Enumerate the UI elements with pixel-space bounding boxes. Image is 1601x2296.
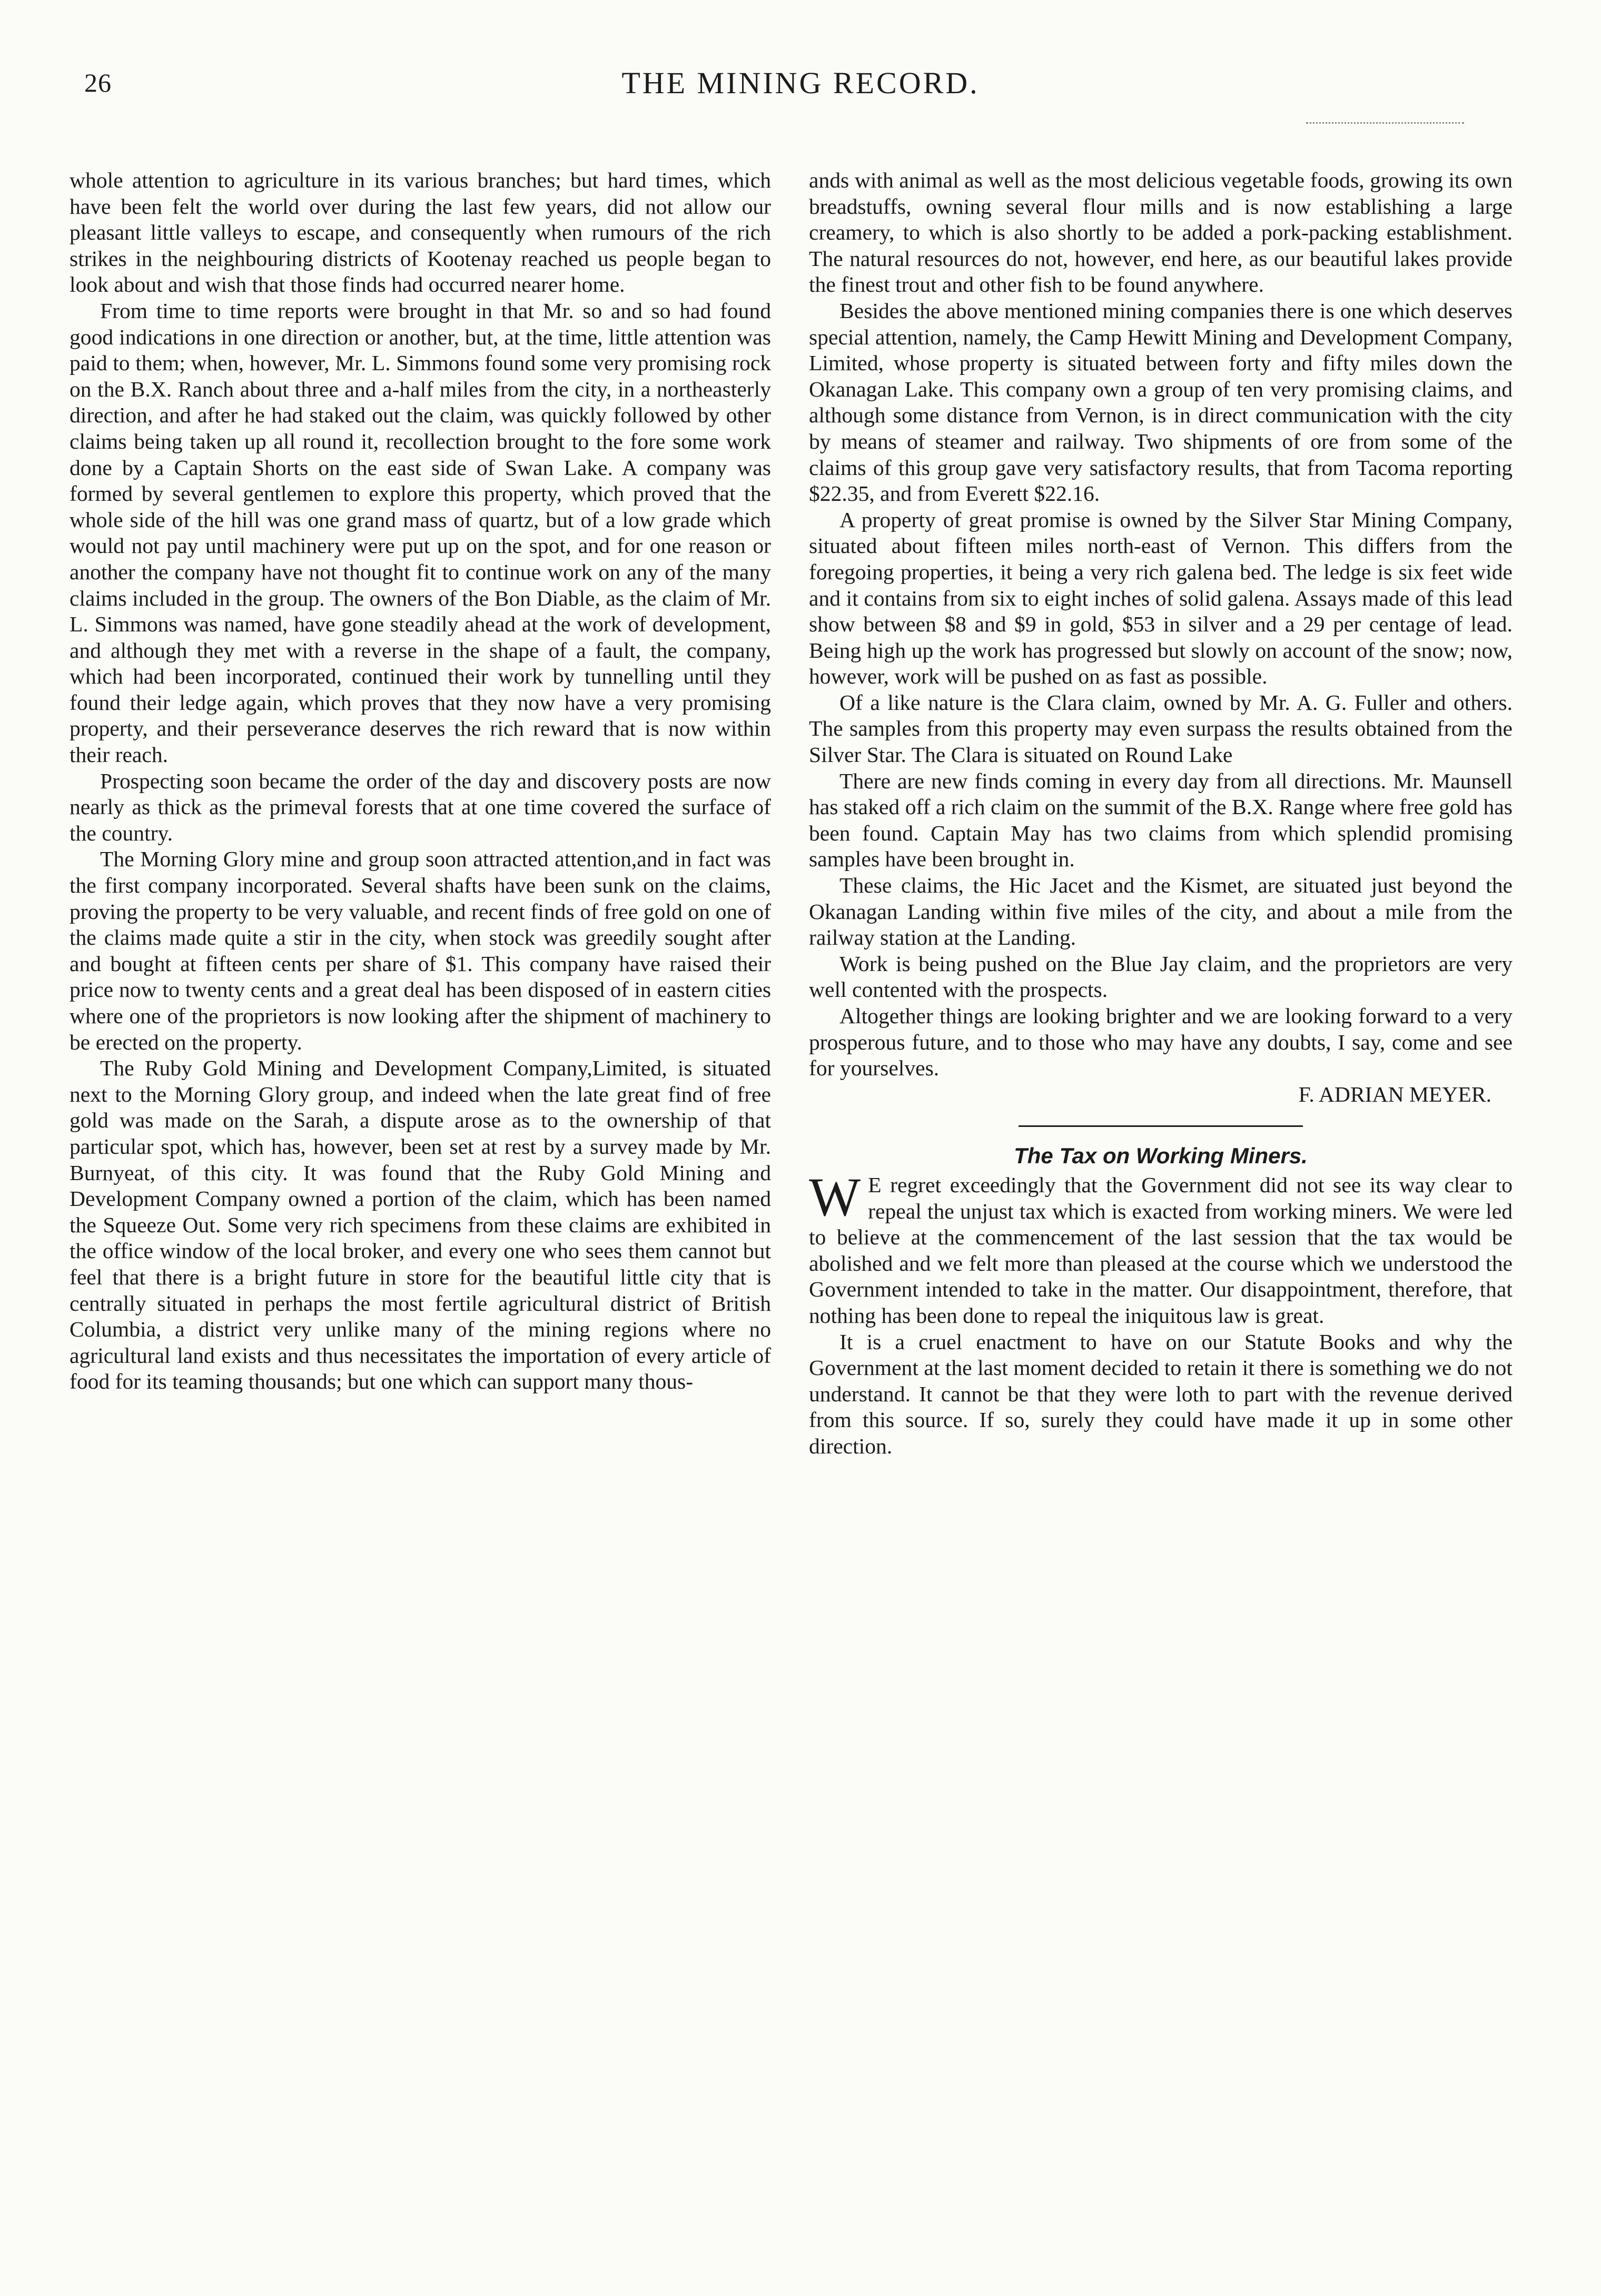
section-paragraph-text: E regret exceedingly that the Government did not see its way clear to repeal the unjust tax which is exacted from working miners. We were led to believe at the commencement of the last session that the tax would be abolished and we felt more than pleased at the course which we understood the Government intended to take in the matter. Our disappointment, therefore, that nothing has been done to repeal the iniquitous law is great. — [809, 1172, 1513, 1328]
article-paragraph: A property of great promise is owned by the Silver Star Mining Company, situated about fifteen miles north-east of Vernon. This differs from the foregoing properties, it being a very rich galena bed. The ledge is six feet wide and it contains from six to eight inches of solid galena. Assays made of this lead show between $8 and $9 in gold, $53 in silver and a 29 per centage of lead. Being high up the work has progressed but slowly on account of the snow; now, however, work will be pushed on as fast as possible. — [809, 507, 1513, 689]
article-paragraph: Besides the above mentioned mining companies there is one which deserves special attention, namely, the Camp Hewitt Mining and Development Company, Limited, whose property is situated between forty and fifty miles down the Okanagan Lake. This company own a group of ten very promising claims, and although some distance from Vernon, is in direct communication with the city by means of steamer and railway. Two shipments of ore from some of the claims of this group gave very satisfactory results, that from Tacoma reporting $22.35, and from Everett $22.16. — [809, 298, 1513, 506]
article-paragraph: ands with animal as well as the most delicious vegetable foods, growing its own breadstuffs, owning several flour mills and is now establishing a large creamery, to which is also shortly to be added a pork-packing establishment. The natural resources do not, however, end here, as our beautiful lakes provide the finest trout and other fish to be found anywhere. — [809, 168, 1513, 297]
section-paragraph — [809, 1166, 1513, 1329]
header-rule — [1306, 122, 1464, 124]
section-heading: The Tax on Working Miners. — [1014, 1143, 1308, 1169]
section-divider — [1019, 1125, 1303, 1127]
article-paragraph: Of a like nature is the Clara claim, owned by Mr. A. G. Fuller and others. The samples from this property may even surpass the results obtained from the Silver Star. The Clara is situated on Round Lake — [809, 690, 1513, 767]
article-paragraph: These claims, the Hic Jacet and the Kismet, are situated just beyond the Okanagan Landing within five miles of the city, and about a mile from the railway station at the Landing. — [809, 873, 1513, 950]
article-paragraph: whole attention to agriculture in its various branches; but hard times, which have been felt the world over during the last few years, did not allow our pleasant little valleys to escape, and consequently when rumours of the rich strikes in the neighbouring districts of Kootenay reached us people began to look about and wish that those finds had occurred nearer home. — [70, 168, 771, 297]
author-signature: F. ADRIAN MEYER. — [1298, 1082, 1491, 1106]
article-paragraph: From time to time reports were brought in that Mr. so and so had found good indications in one direction or another, but, at the time, little attention was paid to them; when, however, Mr. L. Simmons found some very promising rock on the B.X. Ranch about three and a-half miles from the city, in a northeasterly direction, and after he had staked out the claim, was quickly followed by other claims being taken up all round it, recollection brought to the fore some work done by a Captain Shorts on the east side of Swan Lake. A company was formed by several gentlemen to explore this property, which proved that the whole side of the hill was one grand mass of quartz, but of a low grade which would not pay until machinery were put up on the spot, and for one reason or another the company have not thought fit to continue work on any of the many claims included in the group. The owners of the Bon Diable, as the claim of Mr. L. Simmons was named, have gone steadily ahead at the work of development, and although they met with a reverse in the shape of a fault, the company, which had been incorporated, continued their work by tunnelling until they found their ledge again, which proves that they now have a very promising property, and their perseverance deserves the rich reward that is now within their reach. — [70, 298, 771, 767]
right-column — [809, 167, 1513, 1460]
section-paragraph: It is a cruel enactment to have on our Statute Books and why the Government at the last moment decided to retain it there is something we do not understand. It cannot be that they were loth to part with the revenue derived from this source. If so, surely they could have made it up in some other direction. — [809, 1329, 1513, 1458]
drop-cap: W — [809, 1166, 861, 1228]
left-column — [70, 167, 771, 1395]
article-paragraph: The Morning Glory mine and group soon attracted attention,and in fact was the first company incorporated. Several shafts have been sunk on the claims, proving the property to be very valuable, and recent finds of free gold on one of the claims made quite a stir in the city, when stock was greedily sought after and bought at fifteen cents per share of $1. This company have raised their price now to twenty cents and a great deal has been disposed of in eastern cities where one of the proprietors is now looking after the shipment of machinery to be erected on the property. — [70, 847, 771, 1054]
page-number: 26 — [84, 68, 112, 97]
article-paragraph: There are new finds coming in every day from all directions. Mr. Maunsell has staked off a rich claim on the summit of the B.X. Range where free gold has been found. Captain May has two claims from which splendid promising samples have been brought in. — [809, 768, 1513, 872]
article-paragraph: The Ruby Gold Mining and Development Company,Limited, is situated next to the Morning Glory group, and indeed when the late great find of free gold was made on the Sarah, a dispute arose as to the ownership of that particular spot, which has, however, been set at rest by a survey made by Mr. Burnyeat, of this city. It was found that the Ruby Gold Mining and Development Company owned a portion of the claim, which has been named the Squeeze Out. Some very rich specimens from these claims are exhibited in the office window of the local broker, and every one who sees them cannot but feel that there is a bright future in store for the beautiful little city that is centrally situated in perhaps the most fertile agricultural district of British Columbia, a district very unlike many of the mining regions where no agricultural land exists and thus necessitates the importation of every article of food for its teaming thousands; but one which can support many thous- — [70, 1056, 771, 1394]
running-head-title: THE MINING RECORD. — [621, 66, 980, 100]
article-paragraph: Prospecting soon became the order of the day and discovery posts are now nearly as thick as the primeval forests that at one time covered the surface of the country. — [70, 768, 771, 845]
article-paragraph: Work is being pushed on the Blue Jay claim, and the proprietors are very well contented with the prospects. — [809, 951, 1513, 1002]
article-paragraph: Altogether things are looking brighter and we are looking forward to a very prosperous future, and to those who may have any doubts, I say, come and see for yourselves. — [809, 1004, 1513, 1081]
